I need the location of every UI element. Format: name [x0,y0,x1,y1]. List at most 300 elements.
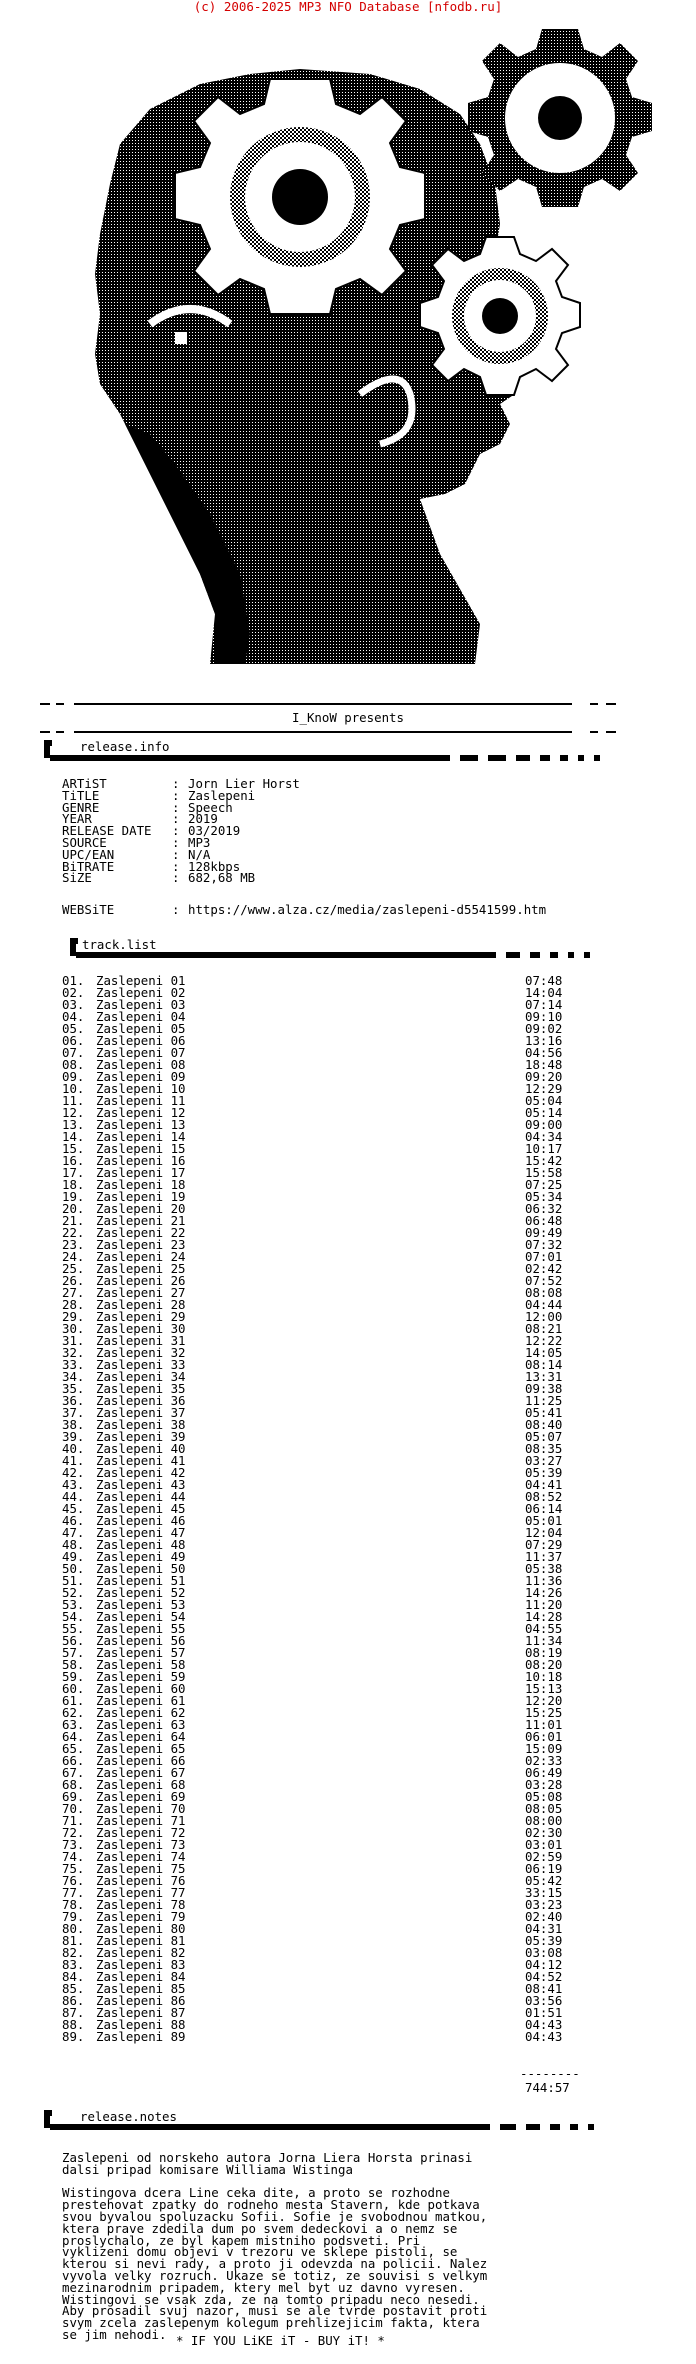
track-duration: 14:05 [525,1345,563,1360]
track-duration: 09:20 [525,1069,563,1084]
track-number: 12. [62,1105,85,1120]
track-number: 45. [62,1501,85,1516]
track-duration: 12:22 [525,1333,563,1348]
track-title: Zaslepeni 74 [96,1849,186,1864]
header-bar [526,2124,540,2130]
track-duration: 03:08 [525,1945,563,1960]
header-bar [516,755,530,761]
track-title: Zaslepeni 60 [96,1681,186,1696]
track-title: Zaslepeni 48 [96,1537,186,1552]
info-key: GENRE [62,799,100,815]
track-title: Zaslepeni 26 [96,1273,186,1288]
track-duration: 04:31 [525,1921,563,1936]
track-title: Zaslepeni 32 [96,1345,186,1360]
track-number: 17. [62,1165,85,1180]
track-title: Zaslepeni 46 [96,1513,186,1528]
track-title: Zaslepeni 21 [96,1213,186,1228]
track-number: 63. [62,1717,85,1732]
track-duration: 07:32 [525,1237,563,1252]
track-duration: 02:33 [525,1753,563,1768]
track-duration: 07:48 [525,973,563,988]
track-number: 85. [62,1981,85,1996]
track-duration: 05:38 [525,1561,563,1576]
track-title: Zaslepeni 77 [96,1885,186,1900]
track-number: 44. [62,1489,85,1504]
info-value: 128kbps [188,858,241,874]
track-duration: 02:30 [525,1825,563,1840]
info-colon: : [172,835,180,850]
track-duration: 03:27 [525,1453,563,1468]
track-title: Zaslepeni 37 [96,1405,186,1420]
header-bar [578,755,584,761]
track-duration: 09:02 [525,1021,563,1036]
track-duration: 13:16 [525,1033,563,1048]
track-duration: 08:14 [525,1357,563,1372]
track-number: 09. [62,1069,85,1084]
track-number: 24. [62,1249,85,1264]
track-number: 84. [62,1969,85,1984]
track-duration: 11:37 [525,1549,563,1564]
track-number: 18. [62,1177,85,1192]
info-value: 682,68 MB [188,870,256,886]
notes-line: dalsi pripad komisare Williama Wistinga [62,2161,353,2177]
track-number: 73. [62,1837,85,1852]
track-number: 15. [62,1141,85,1156]
track-number: 51. [62,1573,85,1588]
track-number: 81. [62,1933,85,1948]
total-duration: 744:57 [525,2080,570,2095]
track-number: 22. [62,1225,85,1240]
track-number: 70. [62,1801,85,1816]
separator-dash [56,703,64,705]
track-duration: 09:00 [525,1117,563,1132]
track-number: 67. [62,1765,85,1780]
separator-dash [606,731,616,733]
track-title: Zaslepeni 75 [96,1861,186,1876]
track-duration: 11:01 [525,1717,563,1732]
track-number: 35. [62,1381,85,1396]
separator-line [74,703,572,705]
track-number: 23. [62,1237,85,1252]
track-number: 28. [62,1297,85,1312]
track-number: 32. [62,1345,85,1360]
track-title: Zaslepeni 68 [96,1777,186,1792]
track-title: Zaslepeni 18 [96,1177,186,1192]
track-number: 82. [62,1945,85,1960]
track-number: 60. [62,1681,85,1696]
track-title: Zaslepeni 71 [96,1813,186,1828]
info-value: Zaslepeni [188,787,256,803]
notes-line: prestehovat zpatky do rodneho mesta Stavern, kde potkava [62,2197,480,2213]
info-value: Jorn Lier Horst [188,776,300,791]
info-colon: : [172,902,180,917]
track-duration: 05:34 [525,1189,563,1204]
track-duration: 05:07 [525,1429,563,1444]
track-title: Zaslepeni 57 [96,1645,186,1660]
notes-line: vyklizeni domu objevi v trezoru ve sklepe pistoli, se [62,2244,458,2260]
track-duration: 08:40 [525,1417,563,1432]
track-number: 07. [62,1045,85,1060]
track-title: Zaslepeni 17 [96,1165,186,1180]
header-bar [50,2124,490,2130]
notes-line: proslychalo, ze byl kapem mistniho podsveti. Pri [62,2232,421,2248]
track-duration: 05:41 [525,1405,563,1420]
track-duration: 12:00 [525,1309,563,1324]
track-number: 49. [62,1549,85,1564]
track-title: Zaslepeni 41 [96,1453,186,1468]
notes-line: ktera prave zdedila dum po svem dedeckovi a o nemz se [62,2220,458,2236]
track-duration: 05:08 [525,1789,563,1804]
track-duration: 14:04 [525,985,563,1000]
track-duration: 18:48 [525,1057,563,1072]
section-title: track.list [82,937,157,952]
track-duration: 07:25 [525,1177,563,1192]
track-title: Zaslepeni 52 [96,1585,186,1600]
track-number: 87. [62,2005,85,2020]
track-title: Zaslepeni 47 [96,1525,186,1540]
header-bar [500,2124,516,2130]
track-title: Zaslepeni 56 [96,1633,186,1648]
track-duration: 12:04 [525,1525,563,1540]
track-number: 03. [62,997,85,1012]
track-title: Zaslepeni 55 [96,1621,186,1636]
track-number: 06. [62,1033,85,1048]
track-number: 65. [62,1741,85,1756]
track-title: Zaslepeni 01 [96,973,186,988]
track-number: 78. [62,1897,85,1912]
track-number: 64. [62,1729,85,1744]
track-duration: 06:49 [525,1765,563,1780]
header-bar [584,952,590,958]
track-duration: 08:19 [525,1645,563,1660]
track-number: 59. [62,1669,85,1684]
track-number: 72. [62,1825,85,1840]
header-bar [594,755,600,761]
track-title: Zaslepeni 87 [96,2005,186,2020]
separator-line [74,731,572,733]
notes-line: se jim nehodi. [62,2327,167,2342]
track-title: Zaslepeni 66 [96,1753,186,1768]
notes-line: Aby prosadil svuj nazor, musi se ale tvrde postavit proti [62,2303,488,2319]
track-number: 62. [62,1705,85,1720]
info-key: YEAR [62,811,92,827]
track-duration: 03:01 [525,1837,563,1852]
track-duration: 12:29 [525,1081,563,1096]
track-duration: 01:51 [525,2005,563,2020]
notes-line: Zaslepeni od norskeho autora Jorna Liera Horsta prinasi [62,2150,473,2165]
track-title: Zaslepeni 43 [96,1477,186,1492]
track-duration: 03:56 [525,1993,563,2008]
track-number: 08. [62,1057,85,1072]
track-duration: 15:58 [525,1165,563,1180]
track-title: Zaslepeni 79 [96,1909,186,1924]
track-duration: 13:31 [525,1369,563,1384]
track-number: 10. [62,1081,85,1096]
header-bar [550,2124,560,2130]
track-number: 20. [62,1201,85,1216]
info-colon: : [172,799,180,815]
track-duration: 02:59 [525,1849,563,1864]
track-duration: 05:01 [525,1513,563,1528]
section-title: release.notes [80,2109,177,2124]
track-number: 75. [62,1861,85,1876]
track-number: 36. [62,1393,85,1408]
track-duration: 04:44 [525,1297,563,1312]
track-number: 33. [62,1357,85,1372]
track-number: 19. [62,1189,85,1204]
track-duration: 04:43 [525,2029,563,2044]
header-bar [550,952,558,958]
info-colon: : [172,776,180,791]
info-value: 03/2019 [188,823,241,839]
info-value: 2019 [188,811,218,827]
notes-line: Wistingova dcera Line ceka dite, a proto se rozhodne [62,2185,450,2201]
track-number: 25. [62,1261,85,1276]
track-number: 05. [62,1021,85,1036]
track-title: Zaslepeni 13 [96,1117,186,1132]
info-colon: : [172,823,180,839]
track-title: Zaslepeni 34 [96,1369,186,1384]
notes-line: Wistingovi se vsak zda, ze na tomto pripadu neco nesedi. [62,2291,480,2307]
track-number: 27. [62,1285,85,1300]
track-title: Zaslepeni 82 [96,1945,186,1960]
website-key: WEBSiTE [62,902,115,917]
track-title: Zaslepeni 67 [96,1765,186,1780]
header-bar [460,755,478,761]
track-title: Zaslepeni 61 [96,1693,186,1708]
track-title: Zaslepeni 07 [96,1045,186,1060]
track-title: Zaslepeni 28 [96,1297,186,1312]
track-duration: 09:38 [525,1381,563,1396]
track-title: Zaslepeni 25 [96,1261,186,1276]
track-duration: 04:41 [525,1477,563,1492]
track-duration: 06:01 [525,1729,563,1744]
header-bar [506,952,520,958]
track-number: 13. [62,1117,85,1132]
track-title: Zaslepeni 22 [96,1225,186,1240]
info-key: SiZE [62,870,92,886]
presenter-line: I_KnoW presents [292,710,404,725]
track-duration: 05:14 [525,1105,563,1120]
track-duration: 05:42 [525,1873,563,1888]
track-duration: 02:42 [525,1261,563,1276]
track-title: Zaslepeni 45 [96,1501,186,1516]
track-title: Zaslepeni 06 [96,1033,186,1048]
track-duration: 05:04 [525,1093,563,1108]
track-number: 52. [62,1585,85,1600]
track-duration: 04:56 [525,1045,563,1060]
track-title: Zaslepeni 11 [96,1093,186,1108]
track-duration: 07:01 [525,1249,563,1264]
track-number: 74. [62,1849,85,1864]
track-title: Zaslepeni 29 [96,1309,186,1324]
track-number: 80. [62,1921,85,1936]
track-number: 71. [62,1813,85,1828]
info-value: N/A [188,846,211,862]
track-number: 21. [62,1213,85,1228]
track-number: 30. [62,1321,85,1336]
track-duration: 15:13 [525,1681,563,1696]
footer-slogan: * IF YOU LiKE iT - BUY iT! * [176,2333,385,2348]
track-title: Zaslepeni 64 [96,1729,186,1744]
track-number: 31. [62,1333,85,1348]
track-number: 88. [62,2017,85,2032]
track-duration: 04:34 [525,1129,563,1144]
track-title: Zaslepeni 15 [96,1141,186,1156]
track-duration: 08:20 [525,1657,563,1672]
track-title: Zaslepeni 86 [96,1993,186,2008]
notes-line: svym zcela zaslepenym kolegum prehlizejicim fakta, ktera [62,2315,480,2331]
notes-line: svou byvalou spoluzacku Sofii. Sofie je svobodnou matkou, [62,2209,488,2224]
track-number: 83. [62,1957,85,1972]
track-title: Zaslepeni 14 [96,1129,186,1144]
header-bar [560,755,568,761]
track-title: Zaslepeni 42 [96,1465,186,1480]
track-title: Zaslepeni 70 [96,1801,186,1816]
track-title: Zaslepeni 85 [96,1981,186,1996]
track-number: 46. [62,1513,85,1528]
track-duration: 03:28 [525,1777,563,1792]
track-duration: 08:05 [525,1801,563,1816]
track-duration: 03:23 [525,1897,563,1912]
info-value: MP3 [188,835,211,850]
info-key: RELEASE DATE [62,823,152,839]
info-colon: : [172,858,180,874]
track-title: Zaslepeni 04 [96,1009,186,1024]
track-number: 02. [62,985,85,1000]
info-colon: : [172,870,180,886]
track-number: 57. [62,1645,85,1660]
info-key: BiTRATE [62,858,115,874]
info-key: SOURCE [62,835,107,850]
track-duration: 14:28 [525,1609,563,1624]
track-number: 86. [62,1993,85,2008]
track-title: Zaslepeni 10 [96,1081,186,1096]
track-title: Zaslepeni 81 [96,1933,186,1948]
header-bar [570,2124,578,2130]
track-number: 38. [62,1417,85,1432]
track-number: 56. [62,1633,85,1648]
track-duration: 06:48 [525,1213,563,1228]
track-title: Zaslepeni 19 [96,1189,186,1204]
header-bar [530,952,540,958]
info-value: Speech [188,799,233,815]
track-title: Zaslepeni 30 [96,1321,186,1336]
track-number: 43. [62,1477,85,1492]
track-number: 26. [62,1273,85,1288]
total-rule: -------- [520,2066,580,2081]
track-title: Zaslepeni 02 [96,985,186,1000]
track-number: 29. [62,1309,85,1324]
track-number: 04. [62,1009,85,1024]
notes-line: mezinarodnim pripadem, ktery mel byt uz davno vyresen. [62,2279,465,2295]
separator-dash [56,731,64,733]
track-duration: 15:42 [525,1153,563,1168]
track-title: Zaslepeni 09 [96,1069,186,1084]
track-title: Zaslepeni 27 [96,1285,186,1300]
track-duration: 08:21 [525,1321,563,1336]
track-number: 58. [62,1657,85,1672]
separator-dash [590,731,598,733]
separator-dash [40,731,50,733]
track-title: Zaslepeni 44 [96,1489,186,1504]
track-title: Zaslepeni 35 [96,1381,186,1396]
track-duration: 04:43 [525,2017,563,2032]
track-title: Zaslepeni 38 [96,1417,186,1432]
track-title: Zaslepeni 72 [96,1825,186,1840]
track-duration: 07:29 [525,1537,563,1552]
track-title: Zaslepeni 31 [96,1333,186,1348]
track-title: Zaslepeni 51 [96,1573,186,1588]
track-duration: 07:14 [525,997,563,1012]
track-number: 68. [62,1777,85,1792]
track-duration: 10:18 [525,1669,563,1684]
track-duration: 15:09 [525,1741,563,1756]
track-number: 77. [62,1885,85,1900]
track-duration: 33:15 [525,1885,563,1900]
header-bar [540,755,550,761]
track-title: Zaslepeni 59 [96,1669,186,1684]
header-bar [76,952,496,958]
track-duration: 08:35 [525,1441,563,1456]
track-duration: 04:55 [525,1621,563,1636]
track-number: 69. [62,1789,85,1804]
track-title: Zaslepeni 63 [96,1717,186,1732]
track-title: Zaslepeni 05 [96,1021,186,1036]
track-duration: 06:14 [525,1501,563,1516]
track-duration: 08:08 [525,1285,563,1300]
track-title: Zaslepeni 80 [96,1921,186,1936]
track-title: Zaslepeni 40 [96,1441,186,1456]
track-number: 79. [62,1909,85,1924]
track-number: 89. [62,2029,85,2044]
track-title: Zaslepeni 03 [96,997,186,1012]
track-number: 40. [62,1441,85,1456]
track-duration: 10:17 [525,1141,563,1156]
track-title: Zaslepeni 54 [96,1609,186,1624]
track-title: Zaslepeni 65 [96,1741,186,1756]
track-number: 50. [62,1561,85,1576]
track-title: Zaslepeni 33 [96,1357,186,1372]
track-duration: 09:10 [525,1009,563,1024]
track-title: Zaslepeni 12 [96,1105,186,1120]
track-number: 16. [62,1153,85,1168]
top-banner: (c) 2006-2025 MP3 NFO Database [nfodb.ru] [193,0,503,14]
track-title: Zaslepeni 62 [96,1705,186,1720]
track-title: Zaslepeni 23 [96,1237,186,1252]
track-title: Zaslepeni 53 [96,1597,186,1612]
track-duration: 14:26 [525,1585,563,1600]
track-duration: 09:49 [525,1225,563,1240]
track-duration: 06:32 [525,1201,563,1216]
track-duration: 12:20 [525,1693,563,1708]
track-number: 47. [62,1525,85,1540]
track-title: Zaslepeni 58 [96,1657,186,1672]
website-link[interactable]: https://www.alza.cz/media/zaslepeni-d5541599.htm [188,902,547,917]
track-title: Zaslepeni 73 [96,1837,186,1852]
header-bar [50,755,450,761]
header-bar [588,2124,594,2130]
track-number: 61. [62,1693,85,1708]
section-title: release.info [80,739,170,754]
track-duration: 11:34 [525,1633,563,1648]
track-title: Zaslepeni 08 [96,1057,186,1072]
track-duration: 08:41 [525,1981,563,1996]
track-number: 37. [62,1405,85,1420]
track-duration: 11:36 [525,1573,563,1588]
track-duration: 11:25 [525,1393,563,1408]
track-title: Zaslepeni 39 [96,1429,186,1444]
